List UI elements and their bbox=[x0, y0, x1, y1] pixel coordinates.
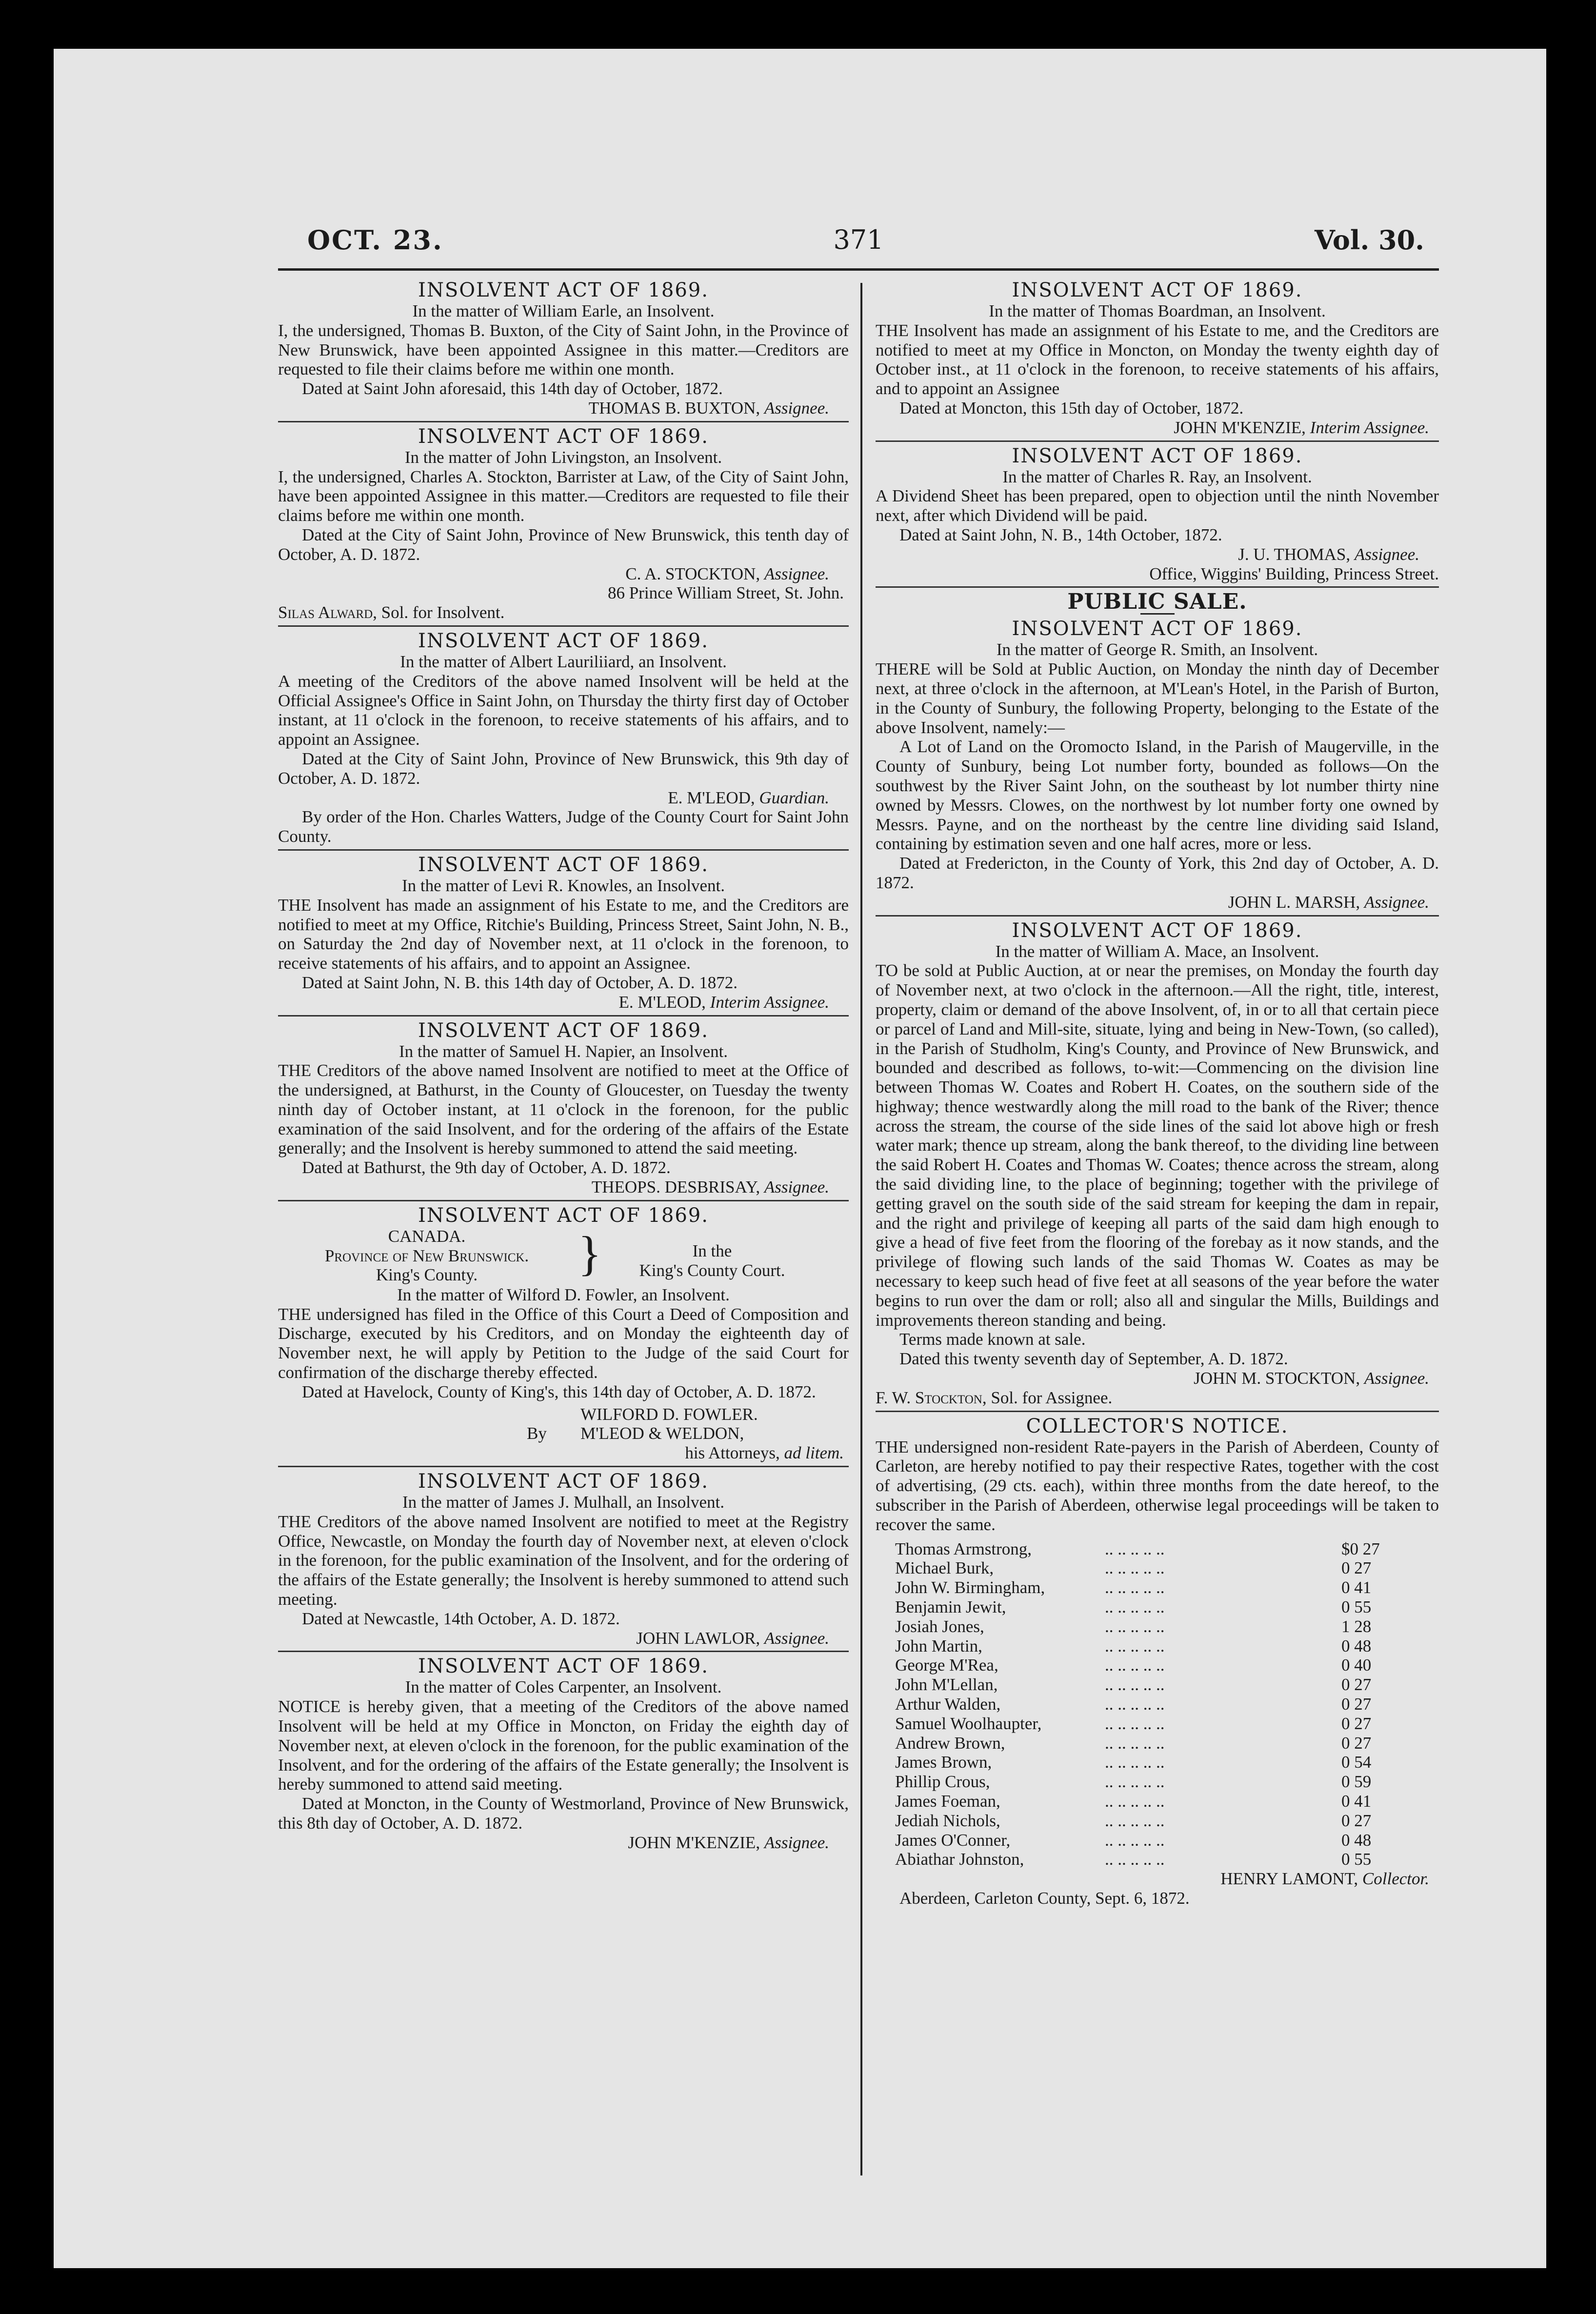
court-province: Province of New Brunswick. bbox=[324, 1246, 529, 1265]
left-column bbox=[278, 278, 849, 2205]
signer: THEOPS. DESBRISAY, bbox=[591, 1177, 760, 1197]
table-row bbox=[876, 1792, 1439, 1811]
court-name-text: King's County Court. bbox=[639, 1260, 785, 1280]
table-row bbox=[876, 1753, 1439, 1772]
signer: HENRY LAMONT, bbox=[1220, 1869, 1358, 1889]
notice-collector bbox=[876, 1414, 1439, 1911]
notice-signature: WILFORD D. FOWLER. bbox=[580, 1404, 758, 1424]
notice-lot-description: A Lot of Land on the Oromocto Island, in the Parish of Maugerville, in the County of Sunbury, being Lot number forty, bounded as follows—On the southwest by the River Saint John, on the southeast by lot number thirty nine owned by Messrs. Clowes, on the northwest by lot number forty one owned by Messrs. Payne, and on the northeast by the centre line dividing said Island, containing by estimation seven and one half acres, more or less. bbox=[876, 737, 1439, 854]
page-frame bbox=[54, 49, 1546, 2268]
payer-amount: 0 27 bbox=[1341, 1675, 1372, 1695]
notice-body: I, the undersigned, Charles A. Stockton, Barrister at Law, of the City of Saint John, have been appointed Assignee in this matter.—Creditors are requested to file their claims before me within one month. bbox=[278, 467, 849, 525]
payer-name: Michael Burk, bbox=[895, 1558, 994, 1578]
columns bbox=[278, 278, 1439, 2205]
signer: E. M'LEOD, bbox=[668, 788, 755, 807]
header-rule bbox=[278, 268, 1439, 271]
signer: JOHN M'KENZIE, bbox=[628, 1833, 760, 1852]
attorneys-role-line bbox=[278, 1443, 849, 1463]
payer-name: Jediah Nichols, bbox=[895, 1811, 1000, 1830]
signer: E. M'LEOD, bbox=[618, 992, 706, 1012]
notice-matter: In the matter of Coles Carpenter, an Insolvent. bbox=[405, 1677, 722, 1697]
payer-amount: 0 27 bbox=[1341, 1733, 1372, 1753]
notice-dated: Dated at Moncton, in the County of Westmorland, Province of New Brunswick, this 8th day of October, A. D. 1872. bbox=[278, 1794, 849, 1833]
payer-amount: 1 28 bbox=[1341, 1616, 1372, 1636]
leader-dots: .. .. .. .. .. bbox=[1105, 1733, 1165, 1753]
signer-role: Guardian. bbox=[759, 788, 829, 807]
table-row bbox=[876, 1695, 1439, 1714]
notice-napier bbox=[278, 1018, 849, 1201]
payer-amount: 0 27 bbox=[1341, 1695, 1372, 1714]
table-row bbox=[876, 1675, 1439, 1695]
column-divider bbox=[860, 283, 862, 2175]
solicitor-name: Silas Alward, bbox=[278, 603, 377, 622]
page-header bbox=[278, 219, 1439, 278]
signer-role: Assignee. bbox=[764, 1833, 829, 1852]
payer-name: James O'Conner, bbox=[895, 1830, 1011, 1850]
leader-dots: .. .. .. .. .. bbox=[1105, 1539, 1165, 1558]
table-row bbox=[876, 1850, 1439, 1869]
leader-dots: .. .. .. .. .. bbox=[1105, 1558, 1165, 1578]
notice-title: INSOLVENT ACT OF 1869. bbox=[418, 629, 709, 652]
notice-title: INSOLVENT ACT OF 1869. bbox=[1012, 618, 1303, 640]
payer-name: John W. Birmingham, bbox=[895, 1578, 1045, 1597]
notice-matter: In the matter of Samuel H. Napier, an Insolvent. bbox=[399, 1041, 728, 1061]
attorneys-line bbox=[278, 1424, 849, 1443]
notice-dated: Dated this twenty seventh day of September, A. D. 1872. bbox=[899, 1349, 1288, 1369]
payer-name: Andrew Brown, bbox=[895, 1733, 1005, 1753]
notice-terms: Terms made known at sale. bbox=[899, 1330, 1086, 1349]
payer-name: James Foeman, bbox=[895, 1791, 1000, 1811]
leader-dots: .. .. .. .. .. bbox=[1105, 1597, 1165, 1617]
table-row bbox=[876, 1578, 1439, 1597]
notice-dated: Dated at Saint John, N. B., 14th October, 1872. bbox=[899, 525, 1222, 544]
notice-matter: In the matter of Levi R. Knowles, an Insolvent. bbox=[402, 876, 725, 895]
payer-name: Samuel Woolhaupter, bbox=[895, 1714, 1042, 1733]
notice-dated: Dated at Bathurst, the 9th day of October, A. D. 1872. bbox=[302, 1158, 671, 1177]
notice-ray bbox=[876, 444, 1439, 588]
leader-dots: .. .. .. .. .. bbox=[1105, 1791, 1165, 1811]
notice-signature bbox=[278, 1629, 849, 1648]
notice-matter: In the matter of James J. Mulhall, an Insolvent. bbox=[402, 1493, 724, 1512]
payer-amount: 0 59 bbox=[1341, 1772, 1372, 1792]
issue-date: OCT. 23. bbox=[307, 224, 443, 256]
notice-body: TO be sold at Public Auction, at or near the premises, on Monday the fourth day of November next, at two o'clock in the afternoon.—All the right, title, interest, property, claim or demand of the above Insolvent, of, in or to all that certain piece or parcel of Land and Mill-site, situate, lying and being in New-Town, (so called), in the Parish of Studholm, King's County, and Province of New Brunswick, and bounded and described as follows, to-wit:—Commencing on the division line between Thomas W. Coates and Robert H. Coates, on the southern side of the highway; thence westwardly along the mill road to the bank of the River; thence across the stream, the course of the side lines of the said lot above high or fresh water mark; thence up stream, along the bank thereof, to the dividing line between the said Robert H. Coates and Thomas W. Coates; thence across the stream, along the said dividing line, to the place of beginning; together with the privilege of getting gravel on the south side of the said stream for keeping the dam in repair, and the right and privilege of keeping all parts of the said dam high enough to give a head of five feet from the flooring of the forebay as it now stands, and the privilege of flowing such lands of the said Thomas W. Coates as may be necessary to keep such head of five feet at all seasons of the year before the water begins to run over the dam or roll; also all and singular the Mills, Buildings and improvements thereon standing and being. bbox=[876, 961, 1439, 1330]
solicitor-line bbox=[876, 1388, 1439, 1408]
notice-body: THE Insolvent has made an assignment of his Estate to me, and the Creditors are notified to meet at my Office, Ritchie's Building, Princess Street, Saint John, N. B., on Saturday the 2nd day of November next, at 11 o'clock in the forenoon, to receive statements of his affairs, and to appoint an Assignee. bbox=[278, 895, 849, 973]
notice-body: NOTICE is hereby given, that a meeting of the Creditors of the above named Insolvent will be held at my Office in Moncton, on Friday the eighth day of November next, at eleven o'clock in the forenoon, for the public examination of the Insolvent, and for the ordering of the affairs of the Estate generally; the Insolvent is hereby summoned to attend said meeting. bbox=[278, 1697, 849, 1794]
notice-dated: Dated at Moncton, this 15th day of October, 1872. bbox=[899, 398, 1244, 418]
leader-dots: .. .. .. .. .. bbox=[1105, 1830, 1165, 1850]
payer-amount: 0 48 bbox=[1341, 1636, 1372, 1656]
table-row bbox=[876, 1734, 1439, 1753]
notice-matter: In the matter of Thomas Boardman, an Insolvent. bbox=[989, 301, 1326, 320]
table-row bbox=[876, 1636, 1439, 1656]
payer-name: James Brown, bbox=[895, 1753, 992, 1772]
table-row bbox=[876, 1831, 1439, 1850]
page-number: 371 bbox=[833, 224, 884, 255]
leader-dots: .. .. .. .. .. bbox=[1105, 1695, 1165, 1714]
notice-matter: In the matter of Charles R. Ray, an Insolvent. bbox=[1002, 467, 1312, 486]
signer-role: Collector. bbox=[1362, 1869, 1429, 1889]
leader-dots: .. .. .. .. .. bbox=[1105, 1616, 1165, 1636]
by-label: By bbox=[527, 1424, 547, 1443]
brace-glyph: } bbox=[578, 1226, 601, 1280]
notice-body: THE Insolvent has made an assignment of his Estate to me, and the Creditors are notified to meet at my Office in Moncton, on Monday the twenty eighth day of October inst., at 11 o'clock in the forenoon, to receive statements of his affairs, and to appoint an Assignee bbox=[876, 320, 1439, 399]
notice-signature bbox=[876, 418, 1439, 438]
payer-name: Abiathar Johnston, bbox=[895, 1850, 1024, 1869]
payer-amount: 0 27 bbox=[1341, 1811, 1372, 1830]
payer-name: Josiah Jones, bbox=[895, 1616, 984, 1636]
payer-amount: 0 55 bbox=[1341, 1850, 1372, 1869]
table-row bbox=[876, 1597, 1439, 1617]
notice-title: INSOLVENT ACT OF 1869. bbox=[1012, 444, 1303, 467]
payer-amount: 0 27 bbox=[1341, 1558, 1372, 1578]
table-row bbox=[876, 1539, 1439, 1559]
signer-role: Interim Assignee. bbox=[710, 992, 829, 1012]
notice-signature bbox=[278, 399, 849, 418]
notice-title: INSOLVENT ACT OF 1869. bbox=[418, 853, 709, 876]
table-row bbox=[876, 1617, 1439, 1636]
notice-title: INSOLVENT ACT OF 1869. bbox=[1012, 279, 1303, 301]
leader-dots: .. .. .. .. .. bbox=[1105, 1578, 1165, 1597]
signer: C. A. STOCKTON, bbox=[625, 564, 760, 583]
notice-body: I, the undersigned, Thomas B. Buxton, of the City of Saint John, in the Province of New Brunswick, have been appointed Assignee in this matter.—Creditors are requested to file their claims before me within one month. bbox=[278, 320, 849, 379]
notice-matter: In the matter of John Livingston, an Insolvent. bbox=[404, 447, 722, 467]
payer-name: Thomas Armstrong, bbox=[895, 1539, 1032, 1558]
court-jurisdiction bbox=[278, 1227, 576, 1285]
court-caption bbox=[278, 1227, 849, 1285]
notice-order: By order of the Hon. Charles Watters, Judge of the County Court for Saint John County. bbox=[278, 807, 849, 846]
signer: THOMAS B. BUXTON, bbox=[588, 398, 760, 418]
notice-body: THE Creditors of the above named Insolvent are notified to meet at the Office of the undersigned, at Bathurst, in the County of Gloucester, on Tuesday the twenty ninth day of October instant, at 11 o'clock in the forenoon, for the public examination of the said Insolvent, and for the ordering of the affairs of the Estate generally; and the Insolvent is hereby summoned to attend the said meeting. bbox=[278, 1061, 849, 1158]
court-county: King's County. bbox=[376, 1265, 478, 1285]
gazette-page bbox=[278, 219, 1439, 2205]
notice-title: INSOLVENT ACT OF 1869. bbox=[418, 1204, 709, 1227]
notice-public-sale bbox=[876, 590, 1439, 916]
sale-heading: PUBLIC SALE. bbox=[1067, 589, 1247, 615]
notice-livingston bbox=[278, 424, 849, 627]
court-name bbox=[610, 1241, 815, 1280]
notice-knowles bbox=[278, 853, 849, 1017]
notice-mace bbox=[876, 918, 1439, 1412]
payer-amount: 0 55 bbox=[1341, 1597, 1372, 1617]
notice-matter: In the matter of Albert Lauriliiard, an Insolvent. bbox=[400, 652, 727, 671]
notice-signature bbox=[876, 1369, 1439, 1388]
notice-lauriliiard bbox=[278, 629, 849, 851]
notice-matter: In the matter of William A. Mace, an Insolvent. bbox=[995, 941, 1319, 961]
payer-amount: 0 41 bbox=[1341, 1578, 1372, 1597]
court-country: CANADA. bbox=[388, 1226, 466, 1246]
notice-carpenter bbox=[278, 1654, 849, 1855]
payer-amount: 0 54 bbox=[1341, 1753, 1372, 1772]
signer-role: Interim Assignee. bbox=[1310, 418, 1429, 437]
payer-name: Benjamin Jewit, bbox=[895, 1597, 1006, 1617]
notice-signature bbox=[278, 564, 849, 584]
notice-signature bbox=[876, 545, 1439, 564]
notice-dated: Dated at the City of Saint John, Province of New Brunswick, this 9th day of October, A. D. 1872. bbox=[278, 749, 849, 788]
notice-body: THE Creditors of the above named Insolvent are notified to meet at the Registry Office, Newcastle, on Monday the fourth day of November next, at eleven o'clock in the forenoon, for the public examination of the Insolvent, and for the ordering of the affairs of the Estate generally; the Insolvent is hereby summoned to attend such meeting. bbox=[278, 1512, 849, 1609]
notice-dated: Dated at the City of Saint John, Province of New Brunswick, this tenth day of October, A. D. 1872. bbox=[278, 525, 849, 564]
payer-name: George M'Rea, bbox=[895, 1656, 998, 1675]
solicitor-role: Sol. for Insolvent. bbox=[381, 603, 505, 622]
leader-dots: .. .. .. .. .. bbox=[1105, 1811, 1165, 1830]
notice-signature bbox=[876, 1869, 1439, 1889]
leader-dots: .. .. .. .. .. bbox=[1105, 1675, 1165, 1695]
leader-dots: .. .. .. .. .. bbox=[1105, 1636, 1165, 1656]
signer-role: Assignee. bbox=[764, 564, 829, 583]
notice-title: INSOLVENT ACT OF 1869. bbox=[418, 1470, 709, 1493]
court-name-prefix: In the bbox=[692, 1241, 732, 1260]
signer-role: Assignee. bbox=[1364, 892, 1429, 912]
notice-title: INSOLVENT ACT OF 1869. bbox=[418, 1019, 709, 1042]
solicitor-line bbox=[278, 603, 849, 622]
attorneys-name: M'LEOD & WELDON, bbox=[580, 1424, 744, 1443]
payer-amount: 0 27 bbox=[1341, 1714, 1372, 1733]
rate-payers-table bbox=[876, 1539, 1439, 1870]
signer-address: 86 Prince William Street, St. John. bbox=[607, 583, 844, 603]
notice-matter: In the matter of William Earle, an Insolvent. bbox=[412, 301, 715, 320]
solicitor-role: Sol. for Assignee. bbox=[991, 1388, 1113, 1407]
leader-dots: .. .. .. .. .. bbox=[1105, 1753, 1165, 1772]
attorneys-role-latin: ad litem. bbox=[784, 1443, 844, 1463]
notice-earle bbox=[278, 278, 849, 422]
notice-dated: Aberdeen, Carleton County, Sept. 6, 1872. bbox=[899, 1888, 1190, 1908]
notice-body: A Dividend Sheet has been prepared, open to objection until the ninth November next, after which Dividend will be paid. bbox=[876, 486, 1439, 525]
payer-amount: 0 48 bbox=[1341, 1830, 1372, 1850]
payer-amount: $0 27 bbox=[1341, 1539, 1380, 1558]
notice-title: INSOLVENT ACT OF 1869. bbox=[418, 279, 709, 301]
notice-body: THE undersigned has filed in the Office of this Court a Deed of Composition and Discharge, executed by his Creditors, and on Monday the eighteenth day of November next, he will apply by Petition to the Judge of the said Court for confirmation of the discharge thereby effected. bbox=[278, 1304, 849, 1382]
signer: JOHN LAWLOR, bbox=[636, 1628, 760, 1648]
notice-body: A meeting of the Creditors of the above named Insolvent will be held at the Official Assignee's Office in Saint John, on Thursday the thirty first day of October instant, at 11 o'clock in the forenoon, to receive statements of his affairs, and to appoint an Assignee. bbox=[278, 671, 849, 749]
notice-title: COLLECTOR'S NOTICE. bbox=[1026, 1415, 1289, 1437]
notice-mulhall bbox=[278, 1469, 849, 1652]
signer-role: Assignee. bbox=[1354, 544, 1419, 564]
notice-dated: Dated at Fredericton, in the County of York, this 2nd day of October, A. D. 1872. bbox=[876, 854, 1439, 892]
solicitor-name: F. W. Stockton, bbox=[876, 1388, 987, 1407]
leader-dots: .. .. .. .. .. bbox=[1105, 1656, 1165, 1675]
payer-amount: 0 41 bbox=[1341, 1791, 1372, 1811]
notice-boardman bbox=[876, 278, 1439, 442]
notice-fowler bbox=[278, 1203, 849, 1467]
table-row bbox=[876, 1811, 1439, 1831]
notice-signature bbox=[876, 893, 1439, 912]
payer-amount: 0 40 bbox=[1341, 1656, 1372, 1675]
table-row bbox=[876, 1772, 1439, 1792]
payer-name: John Martin, bbox=[895, 1636, 982, 1656]
signer-role: Assignee. bbox=[1364, 1369, 1429, 1388]
notice-dated: Dated at Havelock, County of King's, this 14th day of October, A. D. 1872. bbox=[302, 1382, 816, 1401]
signer: JOHN L. MARSH, bbox=[1228, 892, 1360, 912]
notice-title: INSOLVENT ACT OF 1869. bbox=[418, 1655, 709, 1678]
table-row bbox=[876, 1656, 1439, 1675]
notice-signature bbox=[278, 1177, 849, 1197]
leader-dots: .. .. .. .. .. bbox=[1105, 1714, 1165, 1733]
signer-role: Assignee. bbox=[764, 1177, 829, 1197]
signer: JOHN M'KENZIE, bbox=[1174, 418, 1306, 437]
signer: JOHN M. STOCKTON, bbox=[1194, 1369, 1360, 1388]
right-column bbox=[876, 278, 1439, 2205]
notice-signature bbox=[278, 788, 849, 808]
notice-title: INSOLVENT ACT OF 1869. bbox=[418, 425, 709, 448]
notice-signature bbox=[278, 993, 849, 1012]
notice-signature bbox=[278, 1833, 849, 1853]
leader-dots: .. .. .. .. .. bbox=[1105, 1772, 1165, 1792]
notice-dated: Dated at Newcastle, 14th October, A. D. 1872. bbox=[302, 1609, 620, 1628]
table-row bbox=[876, 1714, 1439, 1734]
leader-dots: .. .. .. .. .. bbox=[1105, 1850, 1165, 1869]
notice-matter: In the matter of George R. Smith, an Insolvent. bbox=[996, 640, 1318, 659]
signer-role: Assignee. bbox=[764, 1628, 829, 1648]
notice-body: THE undersigned non-resident Rate-payers in the Parish of Aberdeen, County of Carleton, are hereby notified to pay their respective Rates, together with the cost of advertising, (29 cts. each), within three months from the date hereof, to the subscriber in the Parish of Aberdeen, otherwise legal proceedings will be taken to recover the same. bbox=[876, 1437, 1439, 1534]
notice-matter: In the matter of Wilford D. Fowler, an Insolvent. bbox=[397, 1285, 730, 1304]
signer-role: Assignee. bbox=[764, 398, 829, 418]
signer-address: Office, Wiggins' Building, Princess Street. bbox=[1149, 564, 1439, 583]
notice-title: INSOLVENT ACT OF 1869. bbox=[1012, 919, 1303, 942]
payer-name: Arthur Walden, bbox=[895, 1695, 1001, 1714]
notice-dated: Dated at Saint John aforesaid, this 14th day of October, 1872. bbox=[302, 379, 723, 399]
payer-name: Phillip Crous, bbox=[895, 1772, 990, 1792]
notice-body: THERE will be Sold at Public Auction, on Monday the ninth day of December next, at three o'clock in the afternoon, at M'Lean's Hotel, in the Parish of Burton, in the County of Sunbury, the following Property, belonging to the Estate of the above Insolvent, namely:— bbox=[876, 659, 1439, 737]
attorneys-role: his Attorneys, bbox=[685, 1443, 780, 1463]
table-row bbox=[876, 1558, 1439, 1578]
signer: J. U. THOMAS, bbox=[1238, 544, 1351, 564]
payer-name: John M'Lellan, bbox=[895, 1675, 998, 1695]
volume-number: Vol. 30. bbox=[1314, 224, 1424, 256]
notice-dated: Dated at Saint John, N. B. this 14th day of October, A. D. 1872. bbox=[302, 973, 738, 992]
